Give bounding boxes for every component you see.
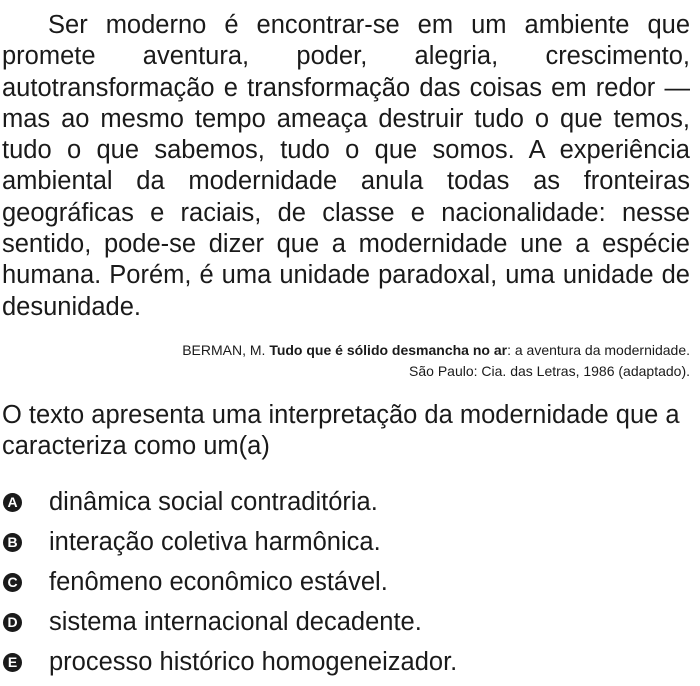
option-d-letter-icon: D xyxy=(3,613,22,632)
option-c-text: fenômeno econômico estável. xyxy=(49,568,388,597)
option-c[interactable] xyxy=(2,563,690,603)
option-b[interactable] xyxy=(2,523,690,563)
option-a[interactable] xyxy=(2,483,690,523)
answer-options xyxy=(2,483,690,683)
citation-line-1 xyxy=(2,340,690,361)
option-e[interactable] xyxy=(2,643,690,683)
option-c-letter-icon: C xyxy=(3,573,22,592)
citation xyxy=(2,340,690,382)
option-a-letter-icon: A xyxy=(3,493,22,512)
citation-author: BERMAN, M. xyxy=(182,341,266,358)
passage-text: Ser moderno é encontrar-se em um ambiente que promete aventura, poder, alegria, crescimento, autotransformação e transformação das coisas em redor — mas ao mesmo tempo ameaça destruir tudo o que temos, tudo o que sabemos, tudo o que somos. A experiência ambiental da modernidade anula todas as fronteiras geográficas e raciais, de classe e nacionalidade: nesse sentido, pode-se dizer que a modernidade une a espécie humana. Porém, é uma unidade paradoxal, uma unidade de desunidade. xyxy=(2,11,690,321)
citation-publisher: São Paulo: Cia. das Letras, 1986 (adaptado). xyxy=(409,362,690,379)
option-e-letter-icon: E xyxy=(3,653,22,672)
option-d-text: sistema internacional decadente. xyxy=(49,608,422,637)
option-b-text: interação coletiva harmônica. xyxy=(49,528,381,557)
option-e-text: processo histórico homogeneizador. xyxy=(49,648,458,677)
option-b-letter-icon: B xyxy=(3,533,22,552)
option-d[interactable] xyxy=(2,603,690,643)
citation-title: Tudo que é sólido desmancha no ar xyxy=(269,341,508,358)
question-prompt: O texto apresenta uma interpretação da modernidade que a caracteriza como um(a) xyxy=(2,400,680,460)
option-a-text: dinâmica social contraditória. xyxy=(49,488,378,517)
citation-subtitle: : a aventura da modernidade. xyxy=(507,341,690,358)
